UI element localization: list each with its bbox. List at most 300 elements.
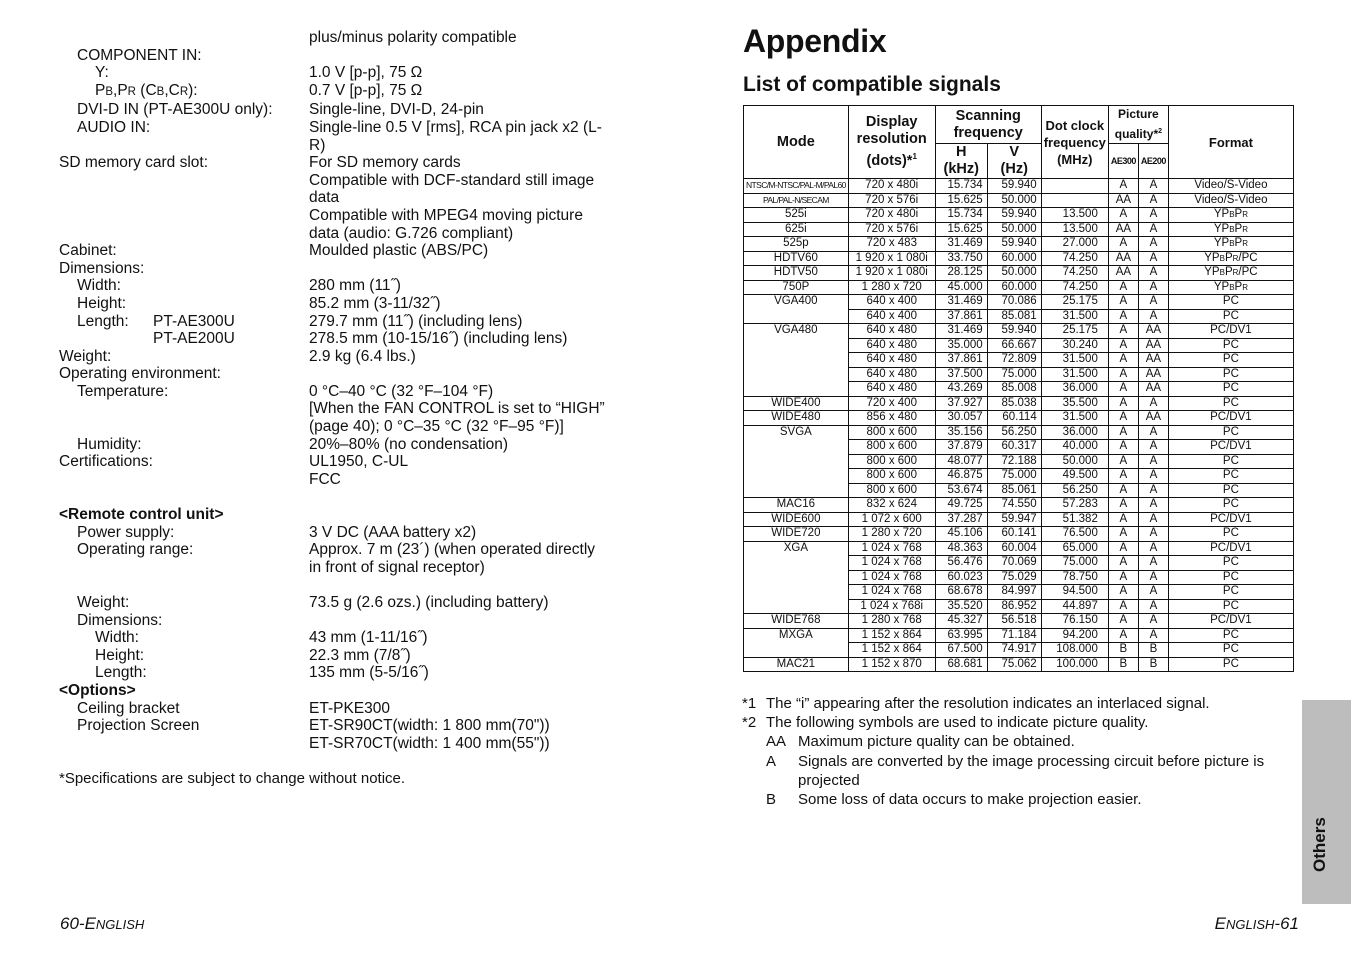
spec-value <box>309 365 660 383</box>
cell-v-frequency <box>987 599 1041 614</box>
cell-mode-text: WIDE720 <box>771 527 821 539</box>
cell-resolution-text: 800 x 600 <box>866 440 917 452</box>
cell-mode-text: WIDE600 <box>771 512 821 525</box>
cell-format-text: PC <box>1222 628 1239 641</box>
cell-h-frequency <box>935 425 987 440</box>
cell-quality-ae300 <box>1108 338 1138 353</box>
spec-label <box>0 506 309 524</box>
cell-v-frequency-text: 59.940 <box>1001 237 1037 249</box>
cell-resolution-text: 1 280 x 720 <box>861 527 922 539</box>
cell-v-frequency-text: 72.188 <box>1001 454 1037 467</box>
cell-quality-ae300-text: A <box>1119 570 1128 583</box>
cell-mode <box>744 498 849 513</box>
cell-resolution <box>848 585 935 600</box>
cell-dot-clock-text: 30.240 <box>1062 338 1098 351</box>
cell-quality-ae200-text: A <box>1149 440 1158 452</box>
cell-v-frequency-text: 60.141 <box>1001 527 1037 539</box>
cell-v-frequency <box>987 222 1041 237</box>
table-row <box>744 251 1294 266</box>
cell-mode-text: 625i <box>784 222 807 235</box>
cell-h-frequency <box>935 628 987 643</box>
cell-dot-clock <box>1041 353 1108 368</box>
cell-quality-ae300 <box>1108 454 1138 469</box>
cell-quality-ae300 <box>1108 353 1138 368</box>
cell-quality-ae200-text: A <box>1149 193 1158 206</box>
cell-mode-text: SVGA <box>779 425 812 438</box>
table-row <box>744 498 1294 513</box>
cell-dot-clock <box>1041 657 1108 672</box>
table-row <box>744 237 1294 252</box>
cell-quality-ae200-text: A <box>1149 266 1158 278</box>
spec-row <box>0 383 660 401</box>
cell-resolution-text: 1 920 x 1 080i <box>855 251 928 264</box>
section-tab-label: Others <box>1310 817 1329 872</box>
cell-h-frequency <box>935 237 987 252</box>
table-row <box>744 425 1294 440</box>
cell-v-frequency-text: 50.000 <box>1001 193 1037 206</box>
spec-value: 279.7 mm (11˝) (including lens) <box>309 312 523 330</box>
cell-resolution-text: 720 x 483 <box>866 237 917 249</box>
cell-format <box>1168 657 1293 672</box>
section-tab-others <box>1302 700 1351 904</box>
spec-label-text: Humidity: <box>77 435 142 453</box>
cell-format-text: PC <box>1222 498 1239 510</box>
spec-label-text: Projection Screen <box>77 717 200 735</box>
cell-dot-clock <box>1041 614 1108 629</box>
legend-b-key: B <box>766 791 777 809</box>
spec-value: FCC <box>309 470 341 488</box>
v-header-line1: V <box>1009 144 1020 160</box>
cell-resolution <box>848 295 935 310</box>
cell-mode-text: PAL/PAL-N/SECAM <box>762 194 829 205</box>
cell-quality-ae200 <box>1138 614 1168 629</box>
cell-dot-clock-text: 75.000 <box>1062 556 1098 568</box>
cell-quality-ae300-text: A <box>1119 527 1128 539</box>
cell-quality-ae200 <box>1138 585 1168 600</box>
cell-h-frequency <box>935 411 987 426</box>
spec-value: ET-SR70CT(width: 1 400 mm(55")) <box>309 734 550 752</box>
spec-label-text: Temperature: <box>77 382 169 400</box>
col-header-mode <box>744 106 849 179</box>
cell-quality-ae200 <box>1138 367 1168 382</box>
cell-format-text: PC <box>1222 599 1239 612</box>
cell-quality-ae300-text: A <box>1119 338 1128 351</box>
cell-dot-clock <box>1041 541 1108 556</box>
cell-format <box>1168 512 1293 527</box>
display-header-line1: Display <box>865 114 918 131</box>
spec-row <box>0 453 660 471</box>
cell-format <box>1168 541 1293 556</box>
cell-resolution <box>848 556 935 571</box>
cell-v-frequency-text: 70.069 <box>1001 556 1037 568</box>
cell-resolution-text: 720 x 480i <box>865 179 919 191</box>
cell-format <box>1168 498 1293 513</box>
spec-label <box>0 612 309 630</box>
cell-format <box>1168 599 1293 614</box>
display-header-line3: (dots)* <box>866 152 913 169</box>
cell-format <box>1168 570 1293 585</box>
spec-row <box>0 101 660 119</box>
cell-resolution-text: 1 152 x 864 <box>861 643 922 655</box>
cell-resolution-text: 1 024 x 768i <box>860 599 924 612</box>
cell-dot-clock-text: 74.250 <box>1062 266 1098 278</box>
cell-quality-ae300-text: A <box>1119 469 1128 481</box>
cell-v-frequency-text: 70.086 <box>1001 295 1037 307</box>
cell-v-frequency-text: 75.000 <box>1001 469 1037 481</box>
cell-quality-ae300 <box>1108 599 1138 614</box>
spec-value: 0 °C–40 °C (32 °F–104 °F) <box>309 382 494 400</box>
cell-quality-ae300-text: A <box>1119 295 1128 307</box>
table-footnotes <box>742 694 1302 809</box>
cell-v-frequency-text: 71.184 <box>1001 628 1037 641</box>
cell-quality-ae300 <box>1108 498 1138 513</box>
cell-quality-ae200-text: A <box>1149 599 1158 612</box>
cell-quality-ae200-text: AA <box>1145 382 1162 394</box>
cell-quality-ae300-text: A <box>1119 396 1128 409</box>
cell-resolution <box>848 512 935 527</box>
cell-quality-ae200-text: AA <box>1145 324 1162 336</box>
cell-h-frequency-text: 45.327 <box>947 614 983 626</box>
cell-format <box>1168 454 1293 469</box>
cell-mode <box>744 425 849 498</box>
cell-v-frequency-text: 50.000 <box>1001 222 1037 235</box>
cell-quality-ae300-text: A <box>1119 367 1128 380</box>
pbpr-label-part: R <box>127 85 136 98</box>
spec-label <box>0 295 309 313</box>
cell-quality-ae200 <box>1138 266 1168 281</box>
cell-h-frequency-text: 33.750 <box>947 251 983 264</box>
cell-dot-clock <box>1041 483 1108 498</box>
cell-format-text: YPBPR <box>1213 280 1248 293</box>
cell-resolution-text: 832 x 624 <box>866 498 917 510</box>
cell-v-frequency <box>987 425 1041 440</box>
cell-dot-clock <box>1041 295 1108 310</box>
cell-format-text: PC <box>1222 425 1239 438</box>
cell-quality-ae300 <box>1108 382 1138 397</box>
cell-quality-ae300-text: B <box>1119 657 1128 670</box>
cell-mode <box>744 179 849 194</box>
cell-quality-ae200 <box>1138 454 1168 469</box>
spec-row <box>0 612 660 630</box>
cell-mode-text: VGA480 <box>774 324 818 336</box>
cell-dot-clock <box>1041 556 1108 571</box>
cell-v-frequency <box>987 382 1041 397</box>
page-number-word-initial: E <box>84 914 96 933</box>
spec-value: Single-line 0.5 V [rms], RCA pin jack x2 (L-R) <box>309 118 602 154</box>
col-header-dot-clock <box>1041 106 1108 179</box>
cell-dot-clock <box>1041 527 1108 542</box>
spec-value: 2.9 kg (6.4 lbs.) <box>309 347 416 365</box>
cell-mode-text: HDTV60 <box>773 251 818 264</box>
spec-label <box>0 330 309 348</box>
cell-h-frequency-text: 43.269 <box>947 382 983 394</box>
legend-a-key: A <box>766 752 777 770</box>
cell-dot-clock <box>1041 396 1108 411</box>
cell-format <box>1168 208 1293 223</box>
cell-quality-ae200 <box>1138 541 1168 556</box>
cell-resolution <box>848 527 935 542</box>
cell-v-frequency-text: 56.518 <box>1001 614 1037 626</box>
pbpr-label-part: (C <box>135 81 157 99</box>
cell-h-frequency-text: 35.000 <box>947 338 983 351</box>
cell-mode <box>744 614 849 629</box>
cell-h-frequency <box>935 222 987 237</box>
spec-label <box>0 154 309 172</box>
page-number-digits: 60- <box>60 914 85 933</box>
cell-h-frequency <box>935 382 987 397</box>
cell-quality-ae300-text: A <box>1119 382 1128 394</box>
cell-dot-clock <box>1041 179 1108 194</box>
col-header-picture-quality <box>1108 106 1168 144</box>
cell-h-frequency <box>935 657 987 672</box>
cell-dot-clock <box>1041 570 1108 585</box>
spec-label <box>0 436 309 454</box>
spec-value: Compatible with DCF-standard still image data <box>309 171 595 207</box>
specifications-note: *Specifications are subject to change without notice. <box>59 770 406 787</box>
spec-row <box>0 471 660 489</box>
cell-h-frequency-text: 37.861 <box>947 309 983 322</box>
pbpr-label-part: ,P <box>113 81 128 99</box>
spec-label-text: Height: <box>77 294 127 312</box>
cell-dot-clock <box>1041 425 1108 440</box>
cell-quality-ae200-text: A <box>1149 585 1158 597</box>
cell-mode <box>744 222 849 237</box>
cell-resolution <box>848 396 935 411</box>
cell-dot-clock-text: 40.000 <box>1062 440 1098 452</box>
cell-h-frequency <box>935 179 987 194</box>
spec-row <box>0 647 660 665</box>
scan-header-line1: Scanning <box>955 107 1021 124</box>
cell-h-frequency <box>935 643 987 658</box>
cell-resolution <box>848 309 935 324</box>
cell-dot-clock-text: 13.500 <box>1062 208 1098 220</box>
cell-resolution-text: 1 280 x 720 <box>861 280 922 293</box>
cell-quality-ae300 <box>1108 367 1138 382</box>
cell-resolution <box>848 628 935 643</box>
cell-v-frequency <box>987 527 1041 542</box>
cell-resolution <box>848 179 935 194</box>
spec-label <box>0 101 309 119</box>
cell-quality-ae200 <box>1138 251 1168 266</box>
cell-mode-text: WIDE480 <box>771 411 821 423</box>
cell-quality-ae200-text: B <box>1149 643 1158 655</box>
spec-label-text: Width: <box>77 277 121 295</box>
spec-value: 85.2 mm (3-11/32˝) <box>309 294 441 312</box>
cell-quality-ae300-text: A <box>1119 614 1128 626</box>
spec-label-text: Operating range: <box>77 541 194 559</box>
spec-label <box>0 119 309 154</box>
spec-value: 280 mm (11˝) <box>309 277 401 295</box>
cell-mode-text: 525i <box>784 208 807 220</box>
table-row <box>744 411 1294 426</box>
spec-label <box>0 682 309 700</box>
cell-resolution-text: 1 024 x 768 <box>861 556 922 568</box>
cell-resolution-text: 640 x 400 <box>866 295 917 307</box>
table-row <box>744 280 1294 295</box>
cell-dot-clock <box>1041 512 1108 527</box>
cell-v-frequency-text: 85.061 <box>1001 483 1037 496</box>
cell-quality-ae200 <box>1138 657 1168 672</box>
cell-dot-clock-text: 56.250 <box>1062 483 1098 496</box>
cell-mode <box>744 527 849 542</box>
cell-h-frequency <box>935 309 987 324</box>
cell-quality-ae200-text: A <box>1149 454 1158 467</box>
format-header-text: Format <box>1208 134 1253 150</box>
cell-v-frequency <box>987 512 1041 527</box>
cell-dot-clock <box>1041 237 1108 252</box>
cell-v-frequency-text: 74.917 <box>1001 643 1037 655</box>
cell-v-frequency-text: 59.940 <box>1001 324 1037 336</box>
cell-quality-ae200 <box>1138 483 1168 498</box>
cell-quality-ae300 <box>1108 541 1138 556</box>
cell-dot-clock-text: 94.200 <box>1062 628 1098 641</box>
cell-v-frequency <box>987 628 1041 643</box>
cell-mode <box>744 193 849 208</box>
cell-resolution <box>848 498 935 513</box>
legend-a <box>742 752 1302 790</box>
spec-value: 3 V DC (AAA battery x2) <box>309 523 477 541</box>
spec-row <box>0 260 660 278</box>
cell-resolution <box>848 614 935 629</box>
cell-h-frequency <box>935 208 987 223</box>
cell-quality-ae300 <box>1108 193 1138 208</box>
cell-quality-ae200-text: A <box>1149 614 1158 626</box>
cell-quality-ae300 <box>1108 483 1138 498</box>
cell-quality-ae300-text: A <box>1119 280 1128 293</box>
cell-v-frequency <box>987 396 1041 411</box>
cell-format-text: PC <box>1222 367 1239 380</box>
compatible-signals-table-wrap <box>743 105 1294 672</box>
cell-format <box>1168 556 1293 571</box>
h-header-line2: (kHz) <box>943 161 979 177</box>
cell-format <box>1168 251 1293 266</box>
cell-h-frequency-text: 37.287 <box>947 512 983 525</box>
cell-quality-ae200 <box>1138 222 1168 237</box>
spec-row <box>0 207 660 242</box>
cell-dot-clock-text: 25.175 <box>1062 324 1098 336</box>
cell-format-text: PC <box>1222 483 1239 496</box>
cell-dot-clock <box>1041 324 1108 339</box>
cell-quality-ae200-text: B <box>1149 657 1158 670</box>
cell-v-frequency <box>987 498 1041 513</box>
cell-v-frequency <box>987 295 1041 310</box>
table-row <box>744 193 1294 208</box>
cell-resolution-text: 1 072 x 600 <box>861 512 922 525</box>
cell-resolution-text: 720 x 576i <box>865 222 919 235</box>
spec-row <box>0 400 660 435</box>
cell-format <box>1168 295 1293 310</box>
spec-label-text: <Options> <box>59 681 136 699</box>
table-row <box>744 512 1294 527</box>
spec-value: ET-SR90CT(width: 1 800 mm(70")) <box>309 717 550 735</box>
cell-v-frequency <box>987 353 1041 368</box>
cell-dot-clock-text: 31.500 <box>1062 367 1098 380</box>
spec-value: 43 mm (1-11/16˝) <box>309 629 428 647</box>
cell-v-frequency-text: 85.008 <box>1001 382 1037 394</box>
spec-row <box>0 64 660 82</box>
cell-format <box>1168 309 1293 324</box>
table-row <box>744 324 1294 339</box>
cell-format-text: PC <box>1222 643 1239 655</box>
cell-format <box>1168 280 1293 295</box>
cell-format-text: PC/DV1 <box>1210 614 1252 626</box>
cell-mode-text: HDTV50 <box>773 266 818 278</box>
cell-format-text: YPBPR <box>1213 237 1248 249</box>
cell-quality-ae200 <box>1138 425 1168 440</box>
legend-aa <box>742 732 1302 751</box>
cell-dot-clock-text: 74.250 <box>1062 280 1098 293</box>
cell-mode <box>744 628 849 657</box>
cell-mode <box>744 541 849 614</box>
cell-quality-ae200-text: A <box>1149 222 1158 235</box>
cell-v-frequency-text: 84.997 <box>1001 585 1037 597</box>
cell-resolution-text: 640 x 480 <box>866 324 917 336</box>
cell-quality-ae200 <box>1138 295 1168 310</box>
cell-h-frequency-text: 53.674 <box>947 483 983 496</box>
cell-mode-text: MAC21 <box>776 657 816 670</box>
cell-resolution <box>848 657 935 672</box>
cell-v-frequency <box>987 556 1041 571</box>
pq-header-line1: Picture <box>1118 107 1159 121</box>
spec-row <box>0 119 660 154</box>
spec-label <box>0 735 309 753</box>
spec-label <box>0 471 309 489</box>
spec-row <box>0 295 660 313</box>
cell-resolution <box>848 425 935 440</box>
cell-v-frequency-text: 75.029 <box>1001 570 1037 583</box>
cell-quality-ae300 <box>1108 295 1138 310</box>
cell-quality-ae300-text: A <box>1119 324 1128 336</box>
cell-dot-clock-text: 94.500 <box>1062 585 1098 597</box>
cell-dot-clock <box>1041 382 1108 397</box>
spec-row <box>0 717 660 735</box>
cell-h-frequency-text: 37.879 <box>947 440 983 452</box>
spec-value <box>309 506 660 524</box>
spec-label-text: Ceiling bracket <box>77 699 180 717</box>
cell-quality-ae300 <box>1108 324 1138 339</box>
cell-mode-text: WIDE768 <box>771 614 821 626</box>
cell-quality-ae200-text: A <box>1149 469 1158 481</box>
spec-model-name: PT-AE200U <box>153 330 235 348</box>
cell-quality-ae300-text: AA <box>1115 266 1132 278</box>
cell-mode-text: 750P <box>782 280 810 293</box>
cell-format <box>1168 353 1293 368</box>
cell-resolution-text: 1 024 x 768 <box>861 585 922 597</box>
cell-quality-ae300-text: A <box>1119 541 1128 554</box>
cell-resolution-text: 640 x 480 <box>866 353 917 365</box>
cell-h-frequency-text: 15.625 <box>947 193 983 206</box>
cell-quality-ae300 <box>1108 251 1138 266</box>
cell-quality-ae200 <box>1138 643 1168 658</box>
cell-h-frequency-text: 48.363 <box>947 541 983 554</box>
cell-quality-ae200-text: A <box>1149 237 1158 249</box>
cell-h-frequency <box>935 353 987 368</box>
cell-dot-clock-text: 31.500 <box>1062 411 1098 423</box>
spec-value: 22.3 mm (7/8˝) <box>309 646 411 664</box>
spec-row <box>0 506 660 524</box>
cell-dot-clock <box>1041 585 1108 600</box>
cell-h-frequency <box>935 469 987 484</box>
cell-h-frequency-text: 37.500 <box>947 367 983 380</box>
cell-format <box>1168 222 1293 237</box>
specifications-list <box>0 29 660 752</box>
cell-format <box>1168 483 1293 498</box>
table-row <box>744 222 1294 237</box>
cell-quality-ae300 <box>1108 527 1138 542</box>
cell-mode <box>744 295 849 324</box>
compatible-signals-body <box>744 179 1294 672</box>
footnote-1-text: The “i” appearing after the resolution indicates an interlaced signal. <box>766 695 1210 712</box>
